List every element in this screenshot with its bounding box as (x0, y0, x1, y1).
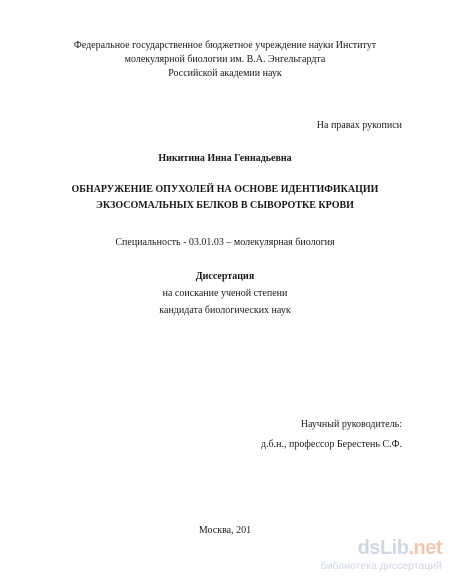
degree-line-2: кандидата биологических наук (159, 305, 291, 316)
supervisor-name: д.б.н., профессор Берестень С.Ф. (260, 439, 402, 450)
logo-ds: ds (357, 537, 380, 559)
institution-line-3: Российской академии наук (168, 68, 282, 79)
thesis-title-line-2: ЭКЗОСОМАЛЬНЫХ БЕЛКОВ В СЫВОРОТКЕ КРОВИ (96, 200, 354, 211)
author-name: Никитина Инна Геннадьевна (158, 153, 292, 164)
specialty: Специальность - 03.01.03 – молекулярная биология (115, 237, 335, 248)
supervisor-label: Научный руководитель: (300, 419, 402, 430)
dslib-watermark (320, 536, 442, 574)
dissertation-heading: Диссертация (195, 271, 255, 282)
dslib-logo (330, 536, 442, 560)
rights-note: На правах рукописи (316, 120, 402, 131)
place-year: Москва, 201 (198, 525, 252, 536)
watermark-tagline: библиотека диссертаций (320, 560, 442, 572)
thesis-title-line-1: ОБНАРУЖЕНИЕ ОПУХОЛЕЙ НА ОСНОВЕ ИДЕНТИФИКАЦИИ (71, 184, 379, 195)
institution-line-1: Федеральное государственное бюджетное учреждение науки Институт (73, 40, 377, 51)
logo-net: .net (408, 537, 442, 559)
degree-line-1: на соискание ученой степени (162, 288, 288, 299)
institution-line-2: молекулярной биологии им. В.А. Энгельгардта (124, 54, 326, 65)
logo-lib: Lib (379, 537, 409, 559)
